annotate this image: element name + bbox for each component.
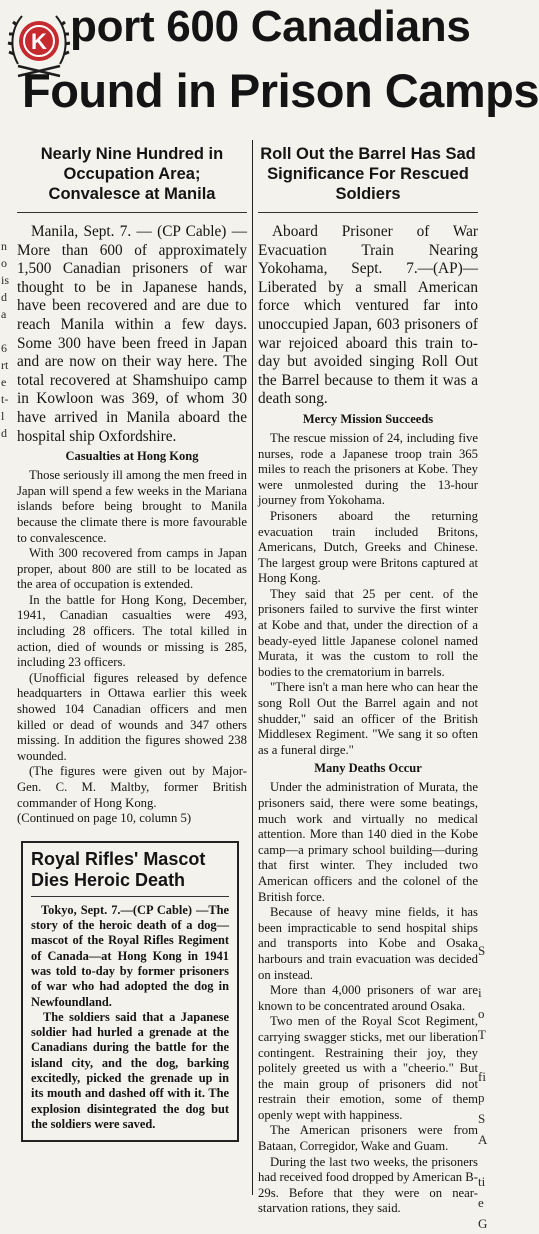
headline-line-1: port 600 Canadians xyxy=(70,2,471,51)
edge-fragment: p xyxy=(478,1090,485,1105)
edge-fragment xyxy=(478,1150,492,1171)
left-article-deck: Nearly Nine Hundred in Occupation Area; Convalesce at Manila xyxy=(17,144,247,213)
right-article xyxy=(258,140,478,1216)
headline-line-2: Found in Prison Camps xyxy=(22,64,539,117)
right-article-paragraph: During the last two weeks, the prisoners had received food dropped by American B-29s. Before that they were on near-starvation rations, they said. xyxy=(258,1154,478,1216)
edge-fragment: l xyxy=(1,409,5,423)
edge-fragment: o xyxy=(1,256,7,270)
right-article-subhead: Mercy Mission Succeeds xyxy=(302,411,434,426)
edge-fragment: a xyxy=(1,307,7,321)
edge-fragment: d xyxy=(1,290,7,304)
edge-fragment: t- xyxy=(1,392,9,406)
adjacent-column-fragment-right xyxy=(478,940,492,1234)
left-article-lead: Manila, Sept. 7. — (CP Cable) — More than 600 of approximately 1,500 Canadian prisoners of war thought to be in Japanese hands, have been recovered and are due to reach Manila within a few days. Some 300 have been freed in Japan and are now on their way here. The total recovered at Shamshuipo camp in Kowloon was 369, of whom 30 have arrived in Manila aboard the hospital ship Oxfordshire. xyxy=(17,223,247,445)
right-article-paragraph: Because of heavy mine fields, it has been impracticable to send hospital ships and transports into Kobe and Osaka harbours and train evacuation was decided on instead. xyxy=(258,905,478,982)
right-article-paragraph: Prisoners aboard the returning evacuation train included Britons, Americans, Dutch, Greeks and Chinese. The largest group were Britons captured at Hong Kong. xyxy=(258,508,478,586)
mascot-story-headline: Royal Rifles' Mascot Dies Heroic Death xyxy=(31,849,229,897)
edge-fragment: fi xyxy=(478,1069,486,1084)
edge-fragment: S xyxy=(478,943,486,958)
continuation-note: (Continued on page 10, column 5) xyxy=(17,811,192,826)
edge-fragment xyxy=(478,1045,492,1066)
edge-fragment: 6 xyxy=(1,341,7,355)
edge-fragment: i xyxy=(478,985,482,1000)
left-article-paragraph: Those seriously ill among the men freed in Japan will spend a few weeks in the Mariana islands before being brought to Manila because the climate there is more favourable to convalescence. xyxy=(17,468,247,545)
edge-fragment: e xyxy=(478,1195,484,1210)
column-rule xyxy=(252,140,253,1195)
right-article-lead: Aboard Prisoner of War Evacuation Train Nearing Yokohama, Sept. 7.—(AP)— Liberated by a small American force which ventured far into unoccupied Japan, 603 prisoners of war rejoiced aboard this train to-day but avoided singing Roll Out the Barrel because to them it was a death song. xyxy=(258,223,478,408)
adjacent-column-fragment-left xyxy=(1,238,13,442)
right-article-paragraph: Under the administration of Murata, the prisoners said, there were some beatings, much work and virtually no medical attention. More than 140 died in the Kobe camp—a primary school building—during that first winter. They included two American officers and the colonel of the British force. xyxy=(258,780,478,904)
left-article-paragraph: (The figures were given out by Major-Gen. C. M. Maltby, former British commander of Hong Kong. xyxy=(17,764,247,810)
mascot-story-paragraph: The soldiers said that a Japanese soldier had hurled a grenade at the Canadians during the battle for the island city, and the dog, barking excitedly, picked the grenade up in its mouth and dashed off with it. The explosion disintegrated the dog but the soldiers were saved. xyxy=(31,1009,229,1131)
right-article-deck: Roll Out the Barrel Has Sad Significance For Rescued Soldiers xyxy=(258,144,478,213)
left-article-paragraph: (Unofficial figures released by defence headquarters in Ottawa earlier this week showed 104 Canadian officers and men killed or dead of wounds and 347 others missing. In addition the figures showed 238 wounded. xyxy=(17,670,247,763)
edge-fragment: S xyxy=(478,1111,486,1126)
edge-fragment: T xyxy=(478,1027,486,1042)
left-article xyxy=(17,140,247,1198)
logo-letter: K xyxy=(31,29,47,54)
edge-fragment: o xyxy=(478,1006,485,1021)
edge-fragment xyxy=(478,961,492,982)
edge-fragment: d xyxy=(1,426,7,440)
edge-fragment: rt xyxy=(1,358,9,372)
edge-fragment: G xyxy=(478,1216,488,1231)
left-article-subhead: Casualties at Hong Kong xyxy=(65,449,199,464)
right-article-paragraph: The American prisoners were from Bataan, Corregidor, Wake and Guam. xyxy=(258,1123,478,1154)
edge-fragment: A xyxy=(478,1132,488,1147)
left-article-paragraph: With 300 recovered from camps in Japan proper, about 800 are still to be located as the area of occupation is extended. xyxy=(17,546,247,592)
right-article-paragraph: Two men of the Royal Scot Regiment, carrying swagger sticks, met our liberation contingent. Restraining their joy, they politely greeted us with a "cheerio." But the main group of prisoners did not restrain their emotion, some of them openly wept with happiness. xyxy=(258,1014,478,1122)
edge-fragment: e xyxy=(1,375,7,389)
right-article-paragraph: More than 4,000 prisoners of war are known to be concentrated around Osaka. xyxy=(258,983,478,1013)
right-article-paragraph: "There isn't a man here who can hear the song Roll Out the Barrel again and not shudder," said an officer of the British Middlesex Regiment. "We sang it so often as a funeral dirge." xyxy=(258,680,478,757)
right-article-paragraph: The rescue mission of 24, including five nurses, rode a Japanese troop train 365 miles to reach the prisoners at Kobe. They were unmolested during the 13-hour journey from Yokohama. xyxy=(258,430,478,508)
edge-fragment xyxy=(1,323,13,340)
edge-fragment: ti xyxy=(478,1174,486,1189)
edge-fragment: n xyxy=(1,239,7,253)
right-article-subhead: Many Deaths Occur xyxy=(314,761,422,776)
edge-fragment: is xyxy=(1,273,10,287)
right-article-paragraph: They said that 25 per cent. of the prisoners failed to survive the first winter at Kobe and that, under the direction of a beady-eyed little Japanese colonel named Murata, it was the custom to roll the bodies to the crematorium in barrels. xyxy=(258,586,478,679)
mascot-story-paragraph: Tokyo, Sept. 7.—(CP Cable) —The story of the heroic death of a dog—mascot of the Royal Rifles Regiment of Canada—at Hong Kong in 1941 was told to-day by former prisoners of war who had adopted the dog in Newfoundland. xyxy=(31,902,229,1009)
left-article-paragraph: In the battle for Hong Kong, December, 1941, Canadian casualties were 493, including 28 officers. The total killed in action, died of wounds or missing is 285, including 23 officers. xyxy=(17,592,247,670)
mascot-story-box xyxy=(21,841,239,1142)
